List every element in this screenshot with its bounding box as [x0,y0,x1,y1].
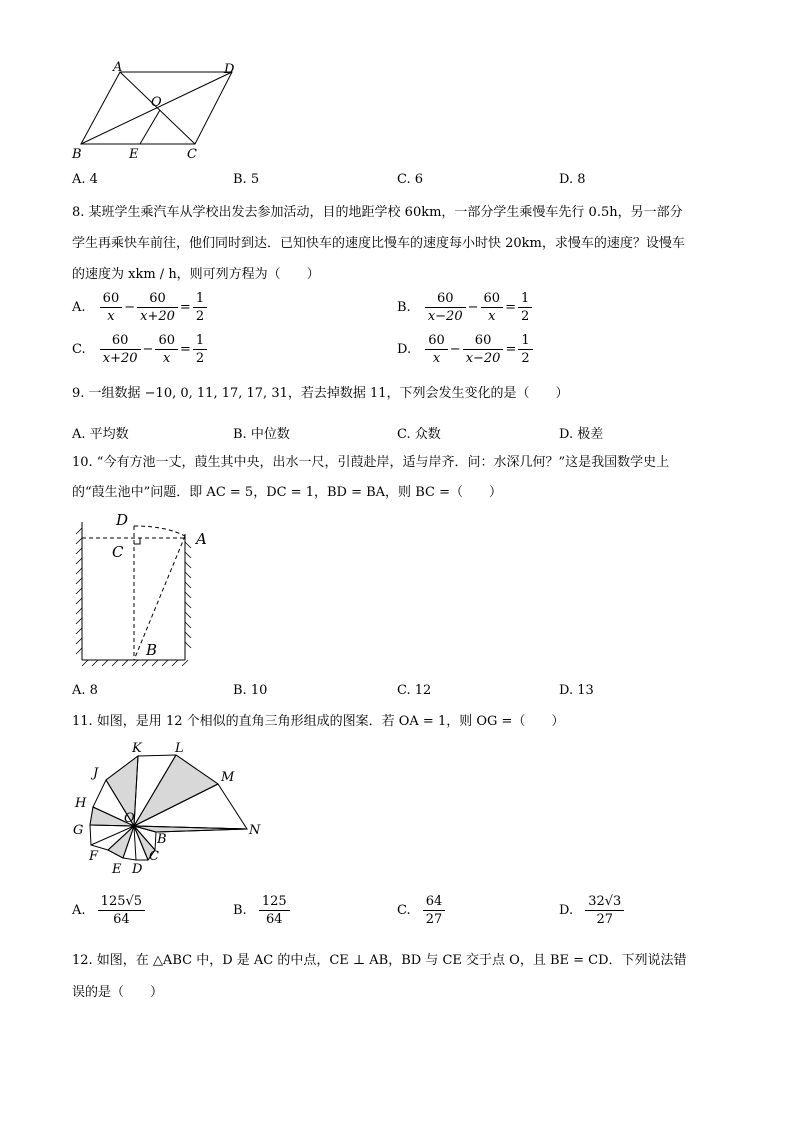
option-label: A. [72,903,86,918]
vertex-label-e: E [129,147,139,162]
spiral-label-m: M [221,770,235,785]
parallelogram-figure [60,58,260,162]
spiral-label-c: C [149,849,159,864]
vertex-label-b: B [72,147,82,162]
spiral-label-k: K [132,741,142,756]
vertex-label-c: C [187,147,197,162]
q12-line-2: 误的是（ ） [72,985,164,1000]
q11-option-a[interactable]: A. $\frac{125√5}{64}$ [72,894,147,927]
spiral-label-j: J [93,766,99,781]
q8-option-c[interactable]: C. $\frac{60}{x+20}$ − $\frac{60}{x}$ = $\frac{1}{2}$ [72,333,209,366]
q9-option-b[interactable]: B. 中位数 [233,427,290,442]
pond-label-a: A [196,530,207,548]
option-label: D. [397,342,412,357]
pond-figure [66,508,226,668]
q11-option-b[interactable]: B. $\frac{125}{64}$ [233,894,292,927]
spiral-label-l: L [175,741,184,756]
spiral-label-f: F [89,849,99,864]
vertex-label-o: O [151,95,162,110]
pond-label-b: B [146,641,158,659]
pond-label-c: C [112,543,124,561]
option-label: C. [72,342,86,357]
q10-line-2: 的“葭生池中”问题．即 AC = 5，DC = 1，BD = BA，则 BC =（ ） [72,485,502,500]
option-label: B. [233,903,247,918]
q9-option-d[interactable]: D. 极差 [559,427,604,442]
q11-text: 11. 如图，是用 12 个相似的直角三角形组成的图案．若 OA = 1，则 OG =（ ） [72,714,565,729]
option-label: C. [397,903,411,918]
spiral-label-n: N [249,823,261,838]
option-label: A. [72,300,86,315]
q8-line-1: 8. 某班学生乘汽车从学校出发去参加活动，目的地距学校 60km，一部分学生乘慢车先行 0.5h，另一部分 [72,205,683,220]
spiral-label-h: H [75,796,87,811]
pond-label-d: D [116,511,129,529]
q11-option-d[interactable]: D. $\frac{32√3}{27}$ [559,894,626,927]
q12-line-1: 12. 如图，在 △ABC 中，D 是 AC 的中点，CE ⊥ AB，BD 与 CE 交于点 O，且 BE = CD．下列说法错 [72,953,687,968]
option-label: B. [397,300,411,315]
spiral-label-d: D [132,862,143,877]
spiral-label-b: B [157,832,167,847]
q10-option-c[interactable]: C. 12 [397,683,432,698]
q8-line-2: 学生再乘快车前往，他们同时到达．已知快车的速度比慢车的速度每小时快 20km，求慢车的速度？设慢车 [72,236,685,251]
q10-option-a[interactable]: A. 8 [72,683,98,698]
q9-option-a[interactable]: A. 平均数 [72,427,129,442]
q9-option-c[interactable]: C. 众数 [397,427,441,442]
q8-option-d[interactable]: D. $\frac{60}{x}$ − $\frac{60}{x-20}$ = $\frac{1}{2}$ [397,333,535,366]
spiral-triangles-figure [66,738,276,880]
q8-line-3: 的速度为 xkm / h，则可列方程为（ ） [72,267,320,282]
option-label: D. [559,903,574,918]
spiral-label-o: O [124,811,135,826]
q10-option-b[interactable]: B. 10 [233,683,268,698]
q8-option-a[interactable]: A. $\frac{60}{x}$ − $\frac{60}{x+20}$ = $\frac{1}{2}$ [72,291,209,324]
q11-option-c[interactable]: C. $\frac{64}{27}$ [397,894,447,927]
q7-option-d[interactable]: D. 8 [559,172,586,187]
spiral-label-e: E [112,862,122,877]
q10-line-1: 10. “今有方池一丈，葭生其中央，出水一尺，引葭赴岸，适与岸齐．问：水深几何？”这是我国数学史上 [72,455,670,470]
q7-option-c[interactable]: C. 6 [397,172,424,187]
q9-text: 9. 一组数据 −10, 0, 11, 17, 17, 31，若去掉数据 11，下列会发生变化的是（ ） [72,386,569,401]
vertex-label-a: A [113,60,123,75]
q8-option-b[interactable]: B. $\frac{60}{x-20}$ − $\frac{60}{x}$ = $\frac{1}{2}$ [397,291,534,324]
vertex-label-d: D [224,62,235,77]
q7-option-b[interactable]: B. 5 [233,172,260,187]
q10-option-d[interactable]: D. 13 [559,683,594,698]
spiral-label-g: G [73,823,84,838]
q7-option-a[interactable]: A. 4 [72,172,98,187]
